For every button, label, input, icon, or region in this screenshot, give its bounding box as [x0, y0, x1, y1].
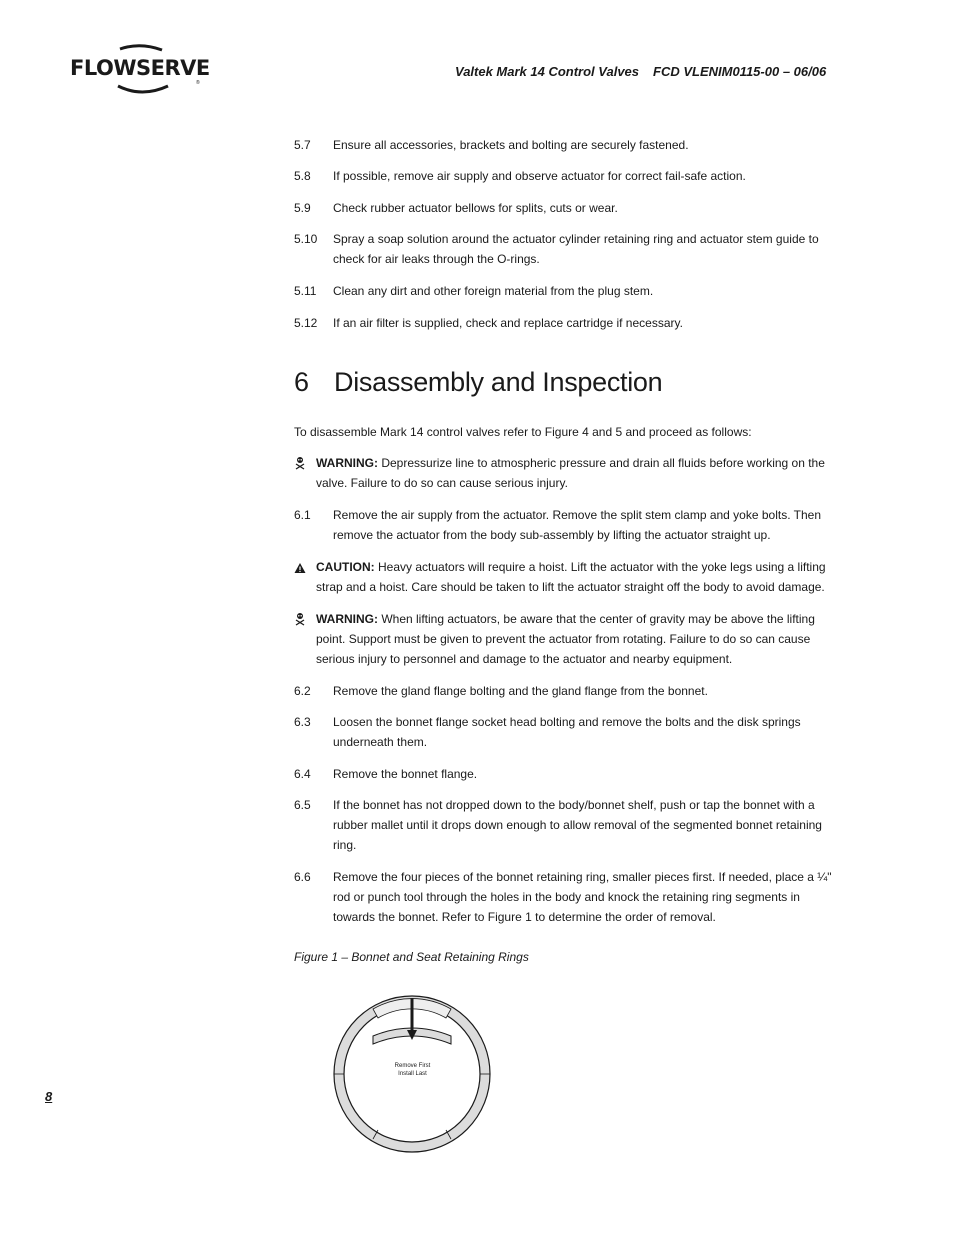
step-number: 6.3: [294, 715, 311, 729]
step-number: 6.1: [294, 508, 311, 522]
step-number: 5.10: [294, 232, 318, 246]
step-5-12: [294, 313, 842, 333]
step-text: Loosen the bonnet flange socket head bolting and remove the bolts and the disk springs underneath them.: [333, 715, 801, 749]
warning-note-2: [294, 609, 842, 669]
doc-code: FCD VLENIM0115-00 – 06/06: [653, 64, 827, 79]
step-text: Remove the bonnet flange.: [333, 767, 478, 781]
warning-triangle-icon: [294, 560, 306, 574]
step-number: 6.4: [294, 767, 311, 781]
step-5-8: [294, 166, 842, 186]
caution-label: CAUTION:: [316, 560, 375, 574]
step-number: 6.6: [294, 870, 311, 884]
section-number: 6: [294, 367, 309, 397]
svg-text:®: ®: [196, 80, 200, 86]
retaining-ring-figure: [330, 992, 495, 1157]
step-text: Remove the air supply from the actuator. Remove the split stem clamp and yoke bolts. Then remove the actuator from the body sub-assembly by lifting the actuator straight up.: [333, 508, 822, 542]
figure-label-remove-first: Remove First: [394, 1063, 431, 1069]
step-number: 5.8: [294, 169, 311, 183]
step-text: Remove the four pieces of the bonnet retaining ring, smaller pieces first. If needed, place a ¼" rod or punch tool through the holes in the body and knock the retaining ring segments in towards the bonnet. Refer to Figure 1 to determine the order of removal.: [333, 870, 832, 924]
step-6-6: [294, 867, 842, 927]
step-5-7: [294, 135, 842, 155]
step-6-3: [294, 712, 842, 752]
step-6-2: [294, 681, 842, 701]
document-header: [455, 64, 826, 79]
step-text: Spray a soap solution around the actuator cylinder retaining ring and actuator stem guide to check for air leaks through the O-rings.: [333, 232, 819, 266]
skull-crossbones-icon: [294, 612, 306, 626]
page-number: 8: [45, 1089, 53, 1104]
step-6-5: [294, 795, 842, 855]
step-text: Remove the gland flange bolting and the gland flange from the bonnet.: [333, 684, 708, 698]
step-6-4: [294, 764, 842, 784]
logo-swoosh-icon: [70, 44, 210, 96]
step-text: Check rubber actuator bellows for splits, cuts or wear.: [333, 201, 618, 215]
step-5-10: [294, 229, 842, 269]
step-text: If the bonnet has not dropped down to the body/bonnet shelf, push or tap the bonnet with a rubber mallet until it drops down enough to allow removal of the segmented bonnet retaining ring.: [333, 798, 822, 852]
caution-text: Heavy actuators will require a hoist. Lift the actuator with the yoke legs using a lifting strap and a hoist. Care should be taken to lift the actuator straight off the body to avoid damage.: [316, 560, 826, 594]
warning-text: Depressurize line to atmospheric pressure and drain all fluids before working on the valve. Failure to do so can cause serious injury.: [316, 456, 825, 490]
step-5-11: [294, 281, 842, 301]
step-6-1: [294, 505, 842, 545]
step-text: Clean any dirt and other foreign material from the plug stem.: [333, 284, 654, 298]
step-text: Ensure all accessories, brackets and bolting are securely fastened.: [333, 138, 689, 152]
warning-label: WARNING:: [316, 456, 378, 470]
caution-note: [294, 557, 842, 597]
warning-note-1: [294, 453, 842, 493]
flowserve-logo: [70, 44, 210, 96]
figure-label-install-last: Install Last: [398, 1071, 427, 1077]
logo-text: FLOWSERVE: [70, 56, 210, 80]
step-number: 5.12: [294, 316, 318, 330]
step-text: If an air filter is supplied, check and replace cartridge if necessary.: [333, 316, 683, 330]
step-number: 6.2: [294, 684, 311, 698]
skull-crossbones-icon: [294, 456, 306, 470]
step-5-9: [294, 198, 842, 218]
figure-caption: Figure 1 – Bonnet and Seat Retaining Rings: [294, 950, 529, 964]
step-number: 6.5: [294, 798, 311, 812]
section-heading: [294, 367, 662, 398]
step-number: 5.11: [294, 284, 317, 298]
step-number: 5.9: [294, 201, 311, 215]
step-text: If possible, remove air supply and observe actuator for correct fail-safe action.: [333, 169, 746, 183]
warning-text: When lifting actuators, be aware that the center of gravity may be above the lifting point. Support must be given to prevent the actuator from rotating. Failure to do so can cause serious injury to personnel and damage to the actuator and nearby equipment.: [316, 612, 815, 666]
warning-label: WARNING:: [316, 612, 378, 626]
step-number: 5.7: [294, 138, 311, 152]
doc-title: Valtek Mark 14 Control Valves: [455, 64, 640, 79]
section-title: Disassembly and Inspection: [334, 367, 663, 397]
section-intro: To disassemble Mark 14 control valves refer to Figure 4 and 5 and proceed as follows:: [294, 425, 752, 439]
